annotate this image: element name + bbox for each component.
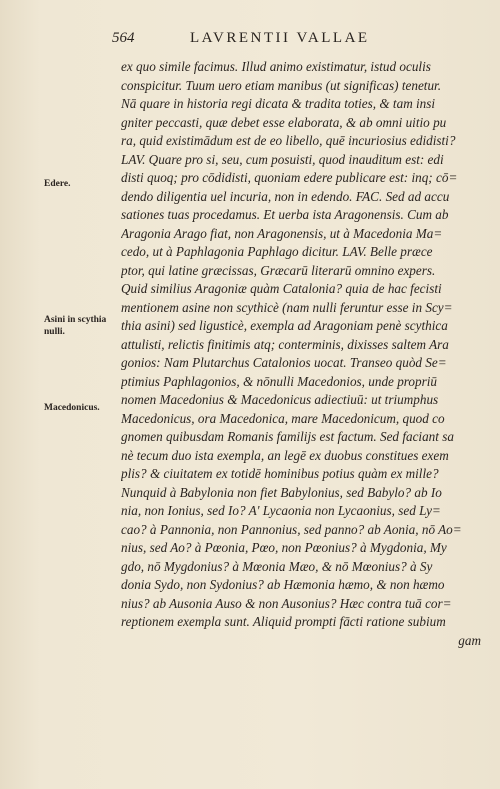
page-header <box>112 30 482 50</box>
text-line: Aragonia Arago fiat, non Aragonensis, ut à Macedonia Ma= <box>121 225 443 241</box>
text-line: nius? ab Ausonia Auso & non Ausonius? Hæc contra tuā cor= <box>121 595 452 611</box>
margin-note-edere: Edere. <box>44 179 71 189</box>
text-line: ra, quid existimādum est de eo libello, quē incuriosius edidisti? <box>121 133 456 148</box>
text-line: LAV. Quare pro si, seu, cum posuisti, quod inauditum est: edi <box>121 151 444 167</box>
running-title: LAVRENTII VALLAE <box>190 30 370 46</box>
text-line: nius, sed Ao? à Pœonia, Pœo, non Pœonius? à Mygdonia, My <box>121 540 447 555</box>
text-line: gnomen quibusdam Romanis familijs est factum. Sed faciant sa <box>121 429 454 444</box>
text-line: mentionem asine non scythicè (nam nulli feruntur esse in Scy= <box>121 299 453 315</box>
text-line: cedo, ut à Paphlagonia Paphlago dicitur. LAV. Belle præce <box>121 244 433 259</box>
text-line: conspicitur. Tuum uero etiam manibus (ut significas) tenetur. <box>121 77 442 93</box>
text-line: nè tecum duo ista exempla, an legē ex duobus constitues exem <box>121 447 449 463</box>
body-text <box>121 58 481 650</box>
text-line: nia, non Ionius, sed Io? A' Lycaonia non Lycaonius, sed Ly= <box>121 503 441 518</box>
text-line: gonios: Nam Plutarchus Catalonios uocat. Transeo quòd Se= <box>121 355 447 370</box>
text-line: donia Sydo, non Sydonius? ab Hæmonia hæmo, & non hæmo <box>121 577 445 592</box>
catchword: gam <box>458 632 481 648</box>
text-line: gniter peccasti, quæ debet esse elaborata, & ab omni uitio pu <box>121 114 447 130</box>
text-line: plis? & ciuitatem ex totidē hominibus potius quàm ex mille? <box>121 466 439 481</box>
text-line: reptionem exempla sunt. Aliquid prompti fācti ratione subium <box>121 614 446 629</box>
text-line: Nā quare in historia regi dicata & tradita toties, & tam insi <box>121 96 436 111</box>
margin-note-asini: Asini in scythia <box>44 315 107 325</box>
text-line: gdo, nō Mygdonius? à Mœonia Mæo, & nō Mœonius? à Sy <box>121 558 433 574</box>
text-line: cao? à Pannonia, non Pannonius, sed panno? ab Aonia, nō Ao= <box>121 521 462 537</box>
text-line: attulisti, relictis finitimis atq; conterminis, dixisses saltem Ara <box>121 336 449 352</box>
text-line: ptor, qui latine græcissas, Græcarū literarū omnino expers. <box>121 262 436 278</box>
margin-note-macedonicus: Macedonicus. <box>44 403 100 413</box>
text-line: nomen Macedonius & Macedonicus adiectiuū: ut triumphus <box>121 392 439 407</box>
text-line: Nunquid à Babylonia non fiet Babylonius, sed Babylo? ab Io <box>121 484 442 500</box>
page-number: 564 <box>112 30 135 46</box>
text-line: dendo diligentia uel incuria, non in edendo. FAC. Sed ad accu <box>121 188 450 204</box>
text-line: ptimius Paphlagonios, & nōnulli Macedonios, unde propriū <box>121 373 438 389</box>
text-line: Quid similius Aragoniæ quàm Catalonia? quia de hac fecisti <box>121 281 442 296</box>
text-line: sationes tuas procedamus. Et uerba ista Aragonensis. Cum ab <box>121 207 449 222</box>
text-line: disti quoq; pro cōdidisti, quoniam edere publicare est: inq; cō= <box>121 170 458 185</box>
text-line: ex quo simile facimus. Illud animo existimatur, istud oculis <box>121 59 431 74</box>
text-line: thia asini) sed ligusticè, exempla ad Aragoniam penè scythica <box>121 318 448 333</box>
text-line: Macedonicus, ora Macedonica, mare Macedonicum, quod co <box>121 410 445 426</box>
margin-note-nulli: nulli. <box>44 327 65 337</box>
